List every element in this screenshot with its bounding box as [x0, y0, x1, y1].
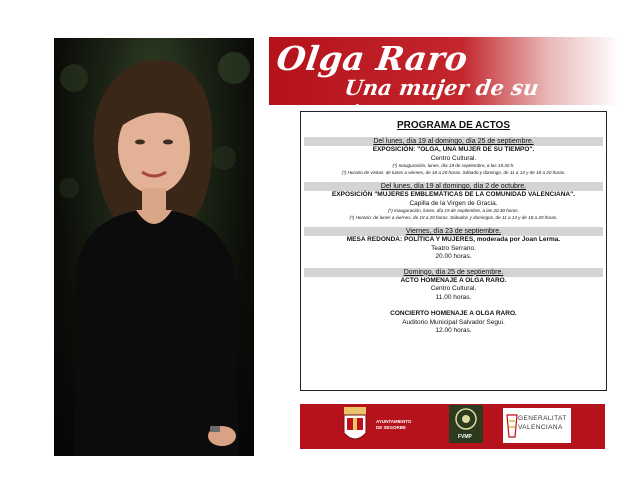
event-date: Domingo, día 25 de septiembre.: [304, 268, 603, 277]
event-4: [301, 268, 606, 336]
program-title: PROGRAMA DE ACTOS: [397, 120, 510, 131]
generalitat-logo-text: [518, 414, 567, 432]
portrait-photo: [54, 38, 254, 456]
event-line: CONCIERTO HOMENAJE A OLGA RARO.: [390, 310, 517, 317]
event-1: [301, 137, 606, 176]
banner-tagline: Una mujer de su tiempo: [339, 75, 541, 125]
event-line: EXPOSICIÓN: "OLGA, UNA MUJER DE SU TIEMPO".: [372, 146, 535, 153]
event-line: ACTO HOMENAJE A OLGA RARO.: [400, 276, 507, 284]
ayuntamiento-line2: DE SEGORBE: [376, 425, 407, 430]
event-2: [301, 182, 606, 221]
event-3: [301, 227, 606, 262]
event-line: 12.00 horas.: [435, 327, 472, 334]
event-line: (*) Inauguración, lunes, día 19 de septiembre, a las 19.30 h.: [392, 163, 515, 168]
banner-name: Olga Raro: [274, 39, 471, 78]
event-line: Auditorio Municipal Salvador Segui.: [402, 318, 505, 326]
event-line: Centro Cultural.: [430, 285, 477, 292]
event-date: Viernes, día 23 de septiembre.: [304, 227, 603, 236]
ayuntamiento-logo-text: [376, 419, 411, 431]
event-line: Capilla de la Virgen de Gracia.: [409, 199, 498, 207]
fvmp-emblem-icon: [449, 405, 483, 435]
event-line: MESA REDONDA: POLÍTICA Y MUJERES, moderada por Joan Lerma.: [346, 236, 561, 243]
event-line: Teatro Serrano.: [431, 244, 476, 252]
event-line: EXPOSICIÓN "MUJERES EMBLEMÁTICAS DE LA COMUNIDAD VALENCIANA".: [331, 191, 576, 198]
program-box: [300, 111, 607, 391]
event-line: (*) Horario de visitas: de lunes a viernes, de 18 a 20 horas. Sábado y domingo, de 11 a 14 y de 18 a 20 horas.: [341, 169, 566, 175]
event-line: 11.00 horas.: [435, 293, 472, 301]
event-line: Centro Cultural.: [430, 154, 477, 162]
crest-icon: [342, 407, 368, 445]
event-date: Del lunes, día 19 al domingo, día 25 de septiembre.: [304, 137, 603, 146]
title-banner: [269, 37, 619, 125]
fvmp-label: FVMP: [458, 434, 472, 440]
generalitat-line1: GENERALITAT: [518, 415, 567, 422]
event-line: (*) Inauguración, lunes, día 19 de septiembre, a las 20.30 horas.: [387, 208, 519, 213]
event-line: 20.00 horas.: [435, 253, 472, 260]
generalitat-line2: VALENCIANA: [518, 424, 563, 431]
event-date: Del lunes, día 19 al domingo, día 2 de octubre.: [304, 182, 603, 191]
generalitat-emblem-icon: [505, 411, 519, 441]
ayuntamiento-line1: AYUNTAMIENTO: [376, 419, 412, 424]
event-line: (*) Horario: de lunes a viernes, de 18 a 20 horas. Sábados y domingos, de 11 a 14 y de 18 a 20 horas.: [349, 214, 558, 220]
